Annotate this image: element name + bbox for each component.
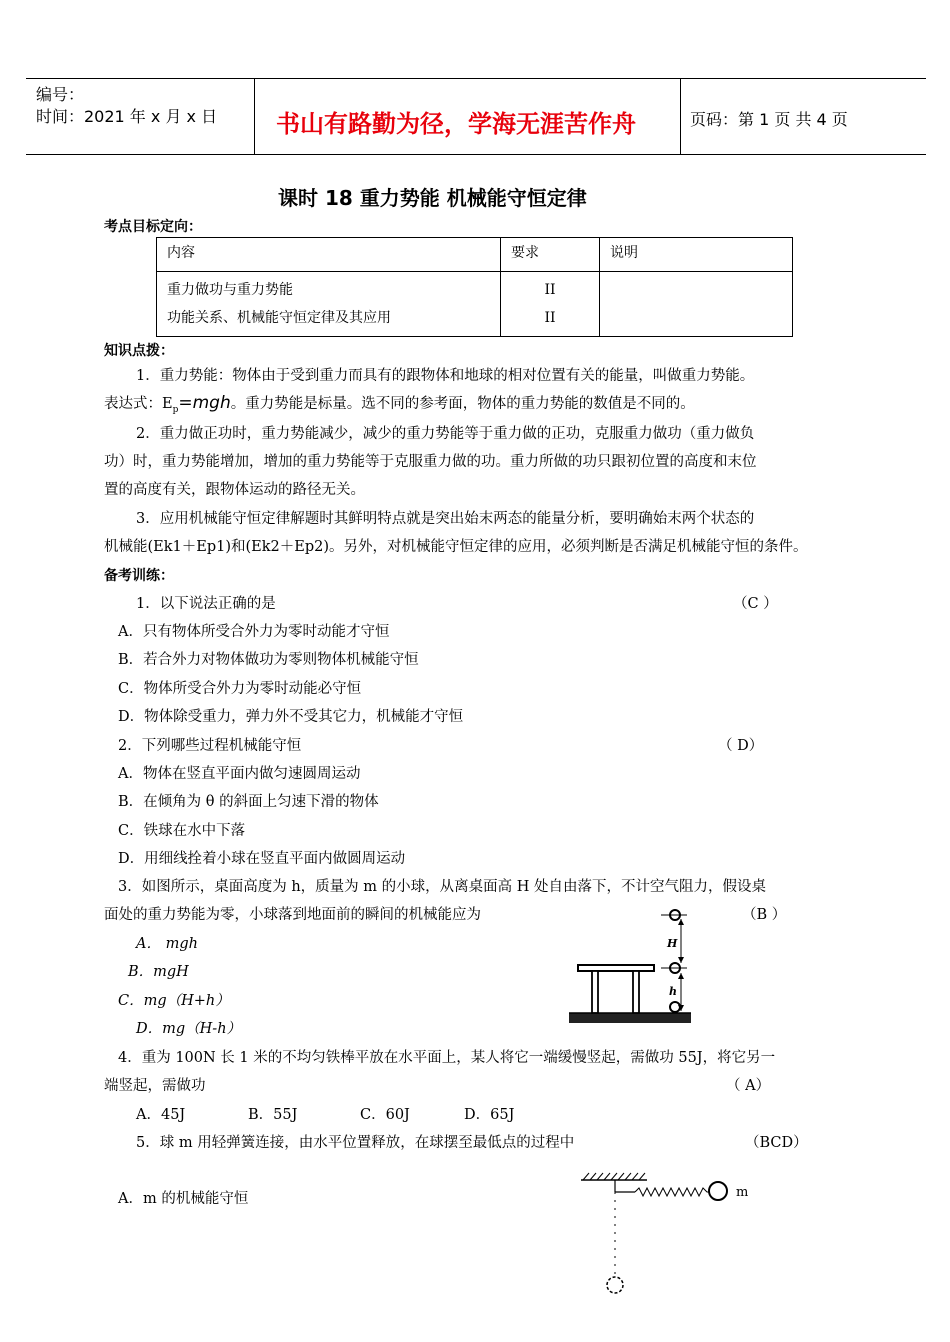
knowledge-p3-line1: 3．应用机械能守恒定律解题时其鲜明特点就是突出始末两态的能量分析，要明确始末两个状态的	[136, 511, 755, 527]
q3-option: C．mg（H+h）	[118, 993, 230, 1009]
document-time-label: 时间：2021 年 x 月 x 日	[36, 107, 218, 126]
q3-answer: （B ）	[742, 907, 787, 923]
header-top-rule	[26, 78, 926, 79]
q1-option: B．若合外力对物体做功为零则物体机械能守恒	[118, 652, 419, 668]
training-heading: 备考训练：	[104, 568, 174, 584]
document-number-label: 编号：	[36, 85, 85, 104]
q2-option: B．在倾角为 θ 的斜面上匀速下滑的物体	[118, 794, 379, 810]
q5-option: A．m 的机械能守恒	[118, 1191, 249, 1207]
goals-col-content: 内容	[157, 238, 501, 272]
q1-stem: 1．以下说法正确的是	[136, 596, 276, 612]
q2-option: D．用细线拴着小球在竖直平面内做圆周运动	[118, 851, 406, 867]
q5-answer: （BCD）	[745, 1135, 808, 1151]
ceiling-hatch	[583, 1173, 645, 1180]
goals-heading: 考点目标定向：	[104, 219, 202, 235]
q1-option: D．物体除受重力，弹力外不受其它力，机械能才守恒	[118, 709, 464, 725]
goal-content: 功能关系、机械能守恒定律及其应用	[167, 310, 391, 326]
q2-option: C．铁球在水中下落	[118, 823, 246, 839]
table-leg	[633, 971, 639, 1013]
ball-lowest	[607, 1277, 623, 1293]
q3-stem-line2: 面处的重力势能为零，小球落到地面前的瞬间的机械能应为	[104, 907, 481, 923]
goal-note	[600, 272, 793, 337]
q4-option: A．45J	[136, 1107, 186, 1123]
table-top	[578, 965, 654, 971]
q4-option: C．60J	[360, 1107, 410, 1123]
formula-mgh: =mgh	[178, 393, 231, 413]
q4-stem-line2: 端竖起，需做功	[104, 1078, 206, 1094]
ball-start	[709, 1182, 727, 1200]
goals-col-note: 说明	[600, 238, 793, 272]
q1-answer: （C ）	[733, 596, 778, 612]
goal-level: II	[544, 282, 556, 298]
header-divider-right	[680, 78, 681, 155]
spring	[635, 1188, 709, 1196]
knowledge-p2-line3: 置的高度有关，跟物体运动的路径无关。	[104, 482, 365, 498]
q2-answer: （ D）	[718, 738, 764, 754]
q3-option: D．mg（H-h）	[136, 1021, 242, 1037]
q4-option: B．55J	[248, 1107, 298, 1123]
goals-table	[156, 237, 793, 337]
label-h: h	[669, 985, 677, 998]
label-H: H	[667, 937, 678, 950]
knowledge-p1-line2: 表达式：$E_p=mgh$。重力势能是标量。选不同的参考面，物体的重力势能的数值是不同的。	[104, 393, 695, 415]
goals-header-row	[157, 238, 793, 272]
q3-stem-line1: 3．如图所示，桌面高度为 h，质量为 m 的小球，从离桌面高 H 处自由落下，不计空气阻力，假设桌	[118, 879, 767, 895]
q1-option: C．物体所受合外力为零时动能必守恒	[118, 681, 362, 697]
goal-content: 重力做功与重力势能	[167, 282, 293, 298]
q2-option: A．物体在竖直平面内做匀速圆周运动	[118, 766, 361, 782]
ball-ground	[670, 1002, 680, 1012]
header-bottom-rule	[26, 154, 926, 155]
q1-option: A．只有物体所受合外力为零时动能才守恒	[118, 624, 390, 640]
q3-option: A． mgh	[136, 936, 198, 952]
page-info: 页码：第 1 页 共 4 页	[690, 110, 848, 129]
q4-answer: （ A）	[726, 1078, 771, 1094]
knowledge-p2-line2: 功）时，重力势能增加，增加的重力势能等于克服重力做的功。重力所做的功只跟初位置的高度和末位	[104, 454, 757, 470]
q5-stem: 5．球 m 用轻弹簧连接，由水平位置释放，在球摆至最低点的过程中	[136, 1135, 575, 1151]
q2-stem: 2．下列哪些过程机械能守恒	[118, 738, 302, 754]
goal-level: II	[544, 310, 556, 326]
q3-option: B．mgH	[128, 964, 189, 980]
lesson-title: 课时 18 重力势能 机械能守恒定律	[278, 186, 587, 210]
q4-option: D．65J	[464, 1107, 515, 1123]
knowledge-p2-line1: 2．重力做正功时，重力势能减少，减少的重力势能等于重力做的正功，克服重力做功（重力做负	[136, 426, 755, 442]
table-row	[157, 272, 793, 337]
label-m: m	[736, 1185, 749, 1200]
table-leg	[592, 971, 598, 1013]
knowledge-p3-line2: 机械能(Ek1＋Ep1)和(Ek2＋Ep2)。另外，对机械能守恒定律的应用，必须判断是否满足机械能守恒的条件。	[104, 539, 808, 555]
knowledge-p1-line1: 1．重力势能：物体由于受到重力而具有的跟物体和地球的相对位置有关的能量，叫做重力势能。	[136, 368, 755, 384]
knowledge-heading: 知识点拨：	[104, 343, 174, 359]
header-divider-left	[254, 78, 255, 155]
q4-stem-line1: 4．重为 100N 长 1 米的不均匀铁棒平放在水平面上，某人将它一端缓慢竖起，需做功 55J，将它另一	[118, 1050, 776, 1066]
q5-figure	[575, 1170, 765, 1300]
goals-col-level: 要求	[501, 238, 600, 272]
q3-figure	[565, 905, 695, 1030]
header-motto: 书山有路勤为径，学海无涯苦作舟	[276, 110, 636, 138]
ground	[569, 1013, 691, 1023]
